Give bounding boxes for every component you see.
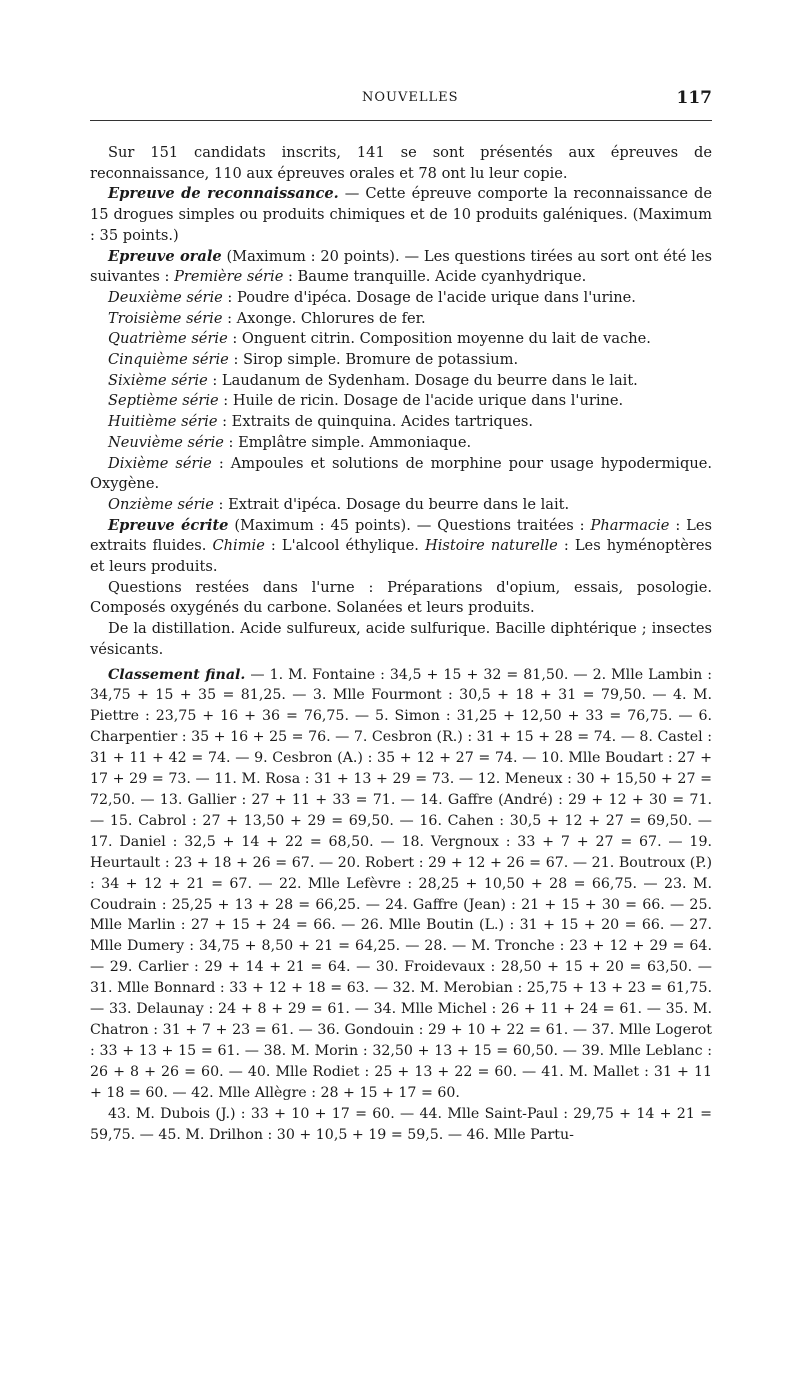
results-text: — 1. M. Fontaine : 34,5 + 15 + 32 = 81,50. — 2. Mlle Lambin : 34,75 + 15 + 35 = 81,25. — 3. Mlle Fourmont : 30,5 + 18 + 31 = 79,50. — 4. M. Piettre : 23,75 + 16 + 36 = 76,75. — 5. Simon : 31,25 + 12,50 + 33 = 76,75. — 6. Charpentier : 35 + 16 + 25 = 76. — 7. Cesbron (R.) : 31 + 15 + 28 = 74. — 8. Castel : 31 + 11 + 42 = 74. — 9. Cesbron (A.) : 35 + 12 + 27 = 74. — 10. Mlle Boudart : 27 + 17 + 29 = 73. — 11. M. Rosa : 31 + 13 + 29 = 73. — 12. Meneux : 30 + 15,50 + 27 = 72,50. — 13. Gallier : 27 + 11 + 33 = 71. — 14. Gaffre (André) : 29 + 12 + 30 = 71. — 15. Cabrol : 27 + 13,50 + 29 = 69,50. — 16. Cahen : 30,5 + 12 + 27 = 69,50. — 17. Daniel : 32,5 + 14 + 22 = 68,50. — 18. Vergnoux : 33 + 7 + 27 = 67. — 19. Heurtault : 23 + 18 + 26 = 67. — 20. Robert : 29 + 12 + 26 = 67. — 21. Boutroux (P.) : 34 + 12 + 21 = 67. — 22. Mlle Lefèvre : 28,25 + 10,50 + 28 = 66,75. — 23. M. Coudrain : 25,25 + 13 + 28 = 66,25. — 24. Gaffre (Jean) : 21 + 15 + 30 = 66. — 25. Mlle Marlin : 27 + 15 + 24 = 66. — 26. Mlle Boutin (L.) : 31 + 15 + 20 = 66. — 27. Mlle Dumery : 34,75 + 8,50 + 21 = 64,25. — 28. — M. Tronche : 23 + 12 + 29 = 64. — 29. Carlier : 29 + 14 + 21 = 64. — 30. Froidevaux : 28,50 + 15 + 20 = 63,50. — 31. Mlle Bonnard : 33 + 12 + 18 = 63. — 32. M. Merobian : 25,75 + 13 + 23 = 61,75. — 33. Delaunay : 24 + 8 + 29 = 61. — 34. Mlle Michel : 26 + 11 + 24 = 61. — 35. M. Chatron : 31 + 7 + 23 = 61. — 36. Gondouin : 29 + 10 + 22 = 61. — 37. Mlle Logerot : 33 + 13 + 15 = 61. — 38. M. Morin : 32,50 + 13 + 15 = 60,50. — 39. Mlle Leblanc : 26 + 8 + 26 = 60. — 40. Mlle Rodiet : 25 + 13 + 22 = 60. — 41. M. Mallet : 31 + 11 + 18 = 60. — 42. Mlle Allègre : 28 + 15 + 17 = 60. xyxy=(90,666,713,1101)
section-label: Epreuve écrite xyxy=(108,516,229,534)
series-label: Dixième série xyxy=(108,454,212,472)
series-label: Onzième série xyxy=(108,495,214,513)
section-label: Classement final. xyxy=(108,666,246,683)
subject-text: : Les hyménoptères et leurs produits. xyxy=(90,537,712,576)
header-rule xyxy=(90,120,712,121)
series-item xyxy=(90,495,712,516)
series-item xyxy=(90,391,712,412)
series-item xyxy=(90,371,712,392)
paragraph-distillation xyxy=(90,619,712,660)
paragraph-questions-restees xyxy=(90,578,712,619)
results-text: 43. M. Dubois (J.) : 33 + 10 + 17 = 60. — 44. Mlle Saint-Paul : 29,75 + 14 + 21 = 59,75. — 45. M. Drilhon : 30 + 10,5 + 19 = 59,5. — 46. Mlle Partu- xyxy=(90,1105,712,1143)
paragraph-reconnaissance xyxy=(90,184,712,246)
series-label: Septième série xyxy=(108,392,219,410)
paragraph-text: De la distillation. Acide sulfureux, acide sulfurique. Bacille diphtérique ; insectes vésicants. xyxy=(90,620,712,658)
series-label: Quatrième série xyxy=(108,330,228,348)
results-paragraph xyxy=(90,1104,712,1146)
subject-text: : Les extraits fluides. xyxy=(90,516,712,555)
series-label: Huitième série xyxy=(108,413,218,431)
series-item xyxy=(90,454,712,495)
paragraph-text: — Cette épreuve comporte la reconnaissance de 15 drogues simples ou produits chimiques et de 10 produits galéniques. (Maximum : 35 points.) xyxy=(90,185,712,244)
series-item xyxy=(90,309,712,330)
paragraph-text: Sur 151 candidats inscrits, 141 se sont présentés aux épreuves de reconnaissance, 110 aux épreuves orales et 78 ont lu leur copie. xyxy=(90,144,712,182)
series-label: Deuxième série xyxy=(108,288,223,306)
series-text: : Laudanum de Sydenham. Dosage du beurre dans le lait. xyxy=(207,371,638,389)
results-paragraph xyxy=(90,665,712,1104)
paragraph-text: (Maximum : 45 points). — Questions traitées : xyxy=(228,516,591,534)
section-label: Epreuve de reconnaissance. xyxy=(108,185,339,203)
series-text: : Huile de ricin. Dosage de l'acide urique dans l'urine. xyxy=(218,392,624,410)
series-label: Première série xyxy=(174,268,284,286)
body-text xyxy=(90,143,712,661)
paragraph-intro xyxy=(90,143,712,184)
page xyxy=(90,88,712,1145)
running-head: NOUVELLES xyxy=(362,90,459,105)
subject-label: Pharmacie xyxy=(590,516,670,534)
paragraph-text: (Maximum : 20 points). — Les questions tirées au sort ont été les suivantes : xyxy=(90,247,713,286)
classement-final xyxy=(90,665,712,1146)
series-text: : Onguent citrin. Composition moyenne du lait de vache. xyxy=(227,330,651,348)
page-header xyxy=(90,88,712,116)
paragraph-text: Questions restées dans l'urne : Préparations d'opium, essais, posologie. Composés oxygénés du carbone. Solanées et leurs produits. xyxy=(90,578,712,617)
series-label: Cinquième série xyxy=(108,351,229,369)
subject-label: Chimie xyxy=(212,537,265,555)
series-label: Neuvième série xyxy=(108,433,224,451)
subject-label: Histoire naturelle xyxy=(425,537,558,555)
section-label: Epreuve orale xyxy=(108,247,222,265)
series-text: : Ampoules et solutions de morphine pour usage hypodermique. Oxygène. xyxy=(90,454,712,493)
series-item xyxy=(90,412,712,433)
series-item xyxy=(90,288,712,309)
series-item xyxy=(90,350,712,371)
series-text: : Sirop simple. Bromure de potassium. xyxy=(228,351,519,369)
series-text: : Baume tranquille. Acide cyanhydrique. xyxy=(283,268,587,286)
subject-text: : L'alcool éthylique. xyxy=(264,537,425,555)
series-text: : Emplâtre simple. Ammoniaque. xyxy=(223,433,472,451)
series-text: : Poudre d'ipéca. Dosage de l'acide urique dans l'urine. xyxy=(222,288,636,306)
series-label: Sixième série xyxy=(108,371,208,389)
series-text: : Axonge. Chlorures de fer. xyxy=(222,309,426,327)
series-text: : Extraits de quinquina. Acides tartriques. xyxy=(217,413,534,431)
series-item xyxy=(90,329,712,350)
page-number: 117 xyxy=(676,88,712,108)
series-item xyxy=(90,433,712,454)
series-text: : Extrait d'ipéca. Dosage du beurre dans le lait. xyxy=(213,495,570,513)
series-label: Troisième série xyxy=(108,309,223,327)
paragraph-orale xyxy=(90,247,712,288)
paragraph-ecrite xyxy=(90,516,712,578)
